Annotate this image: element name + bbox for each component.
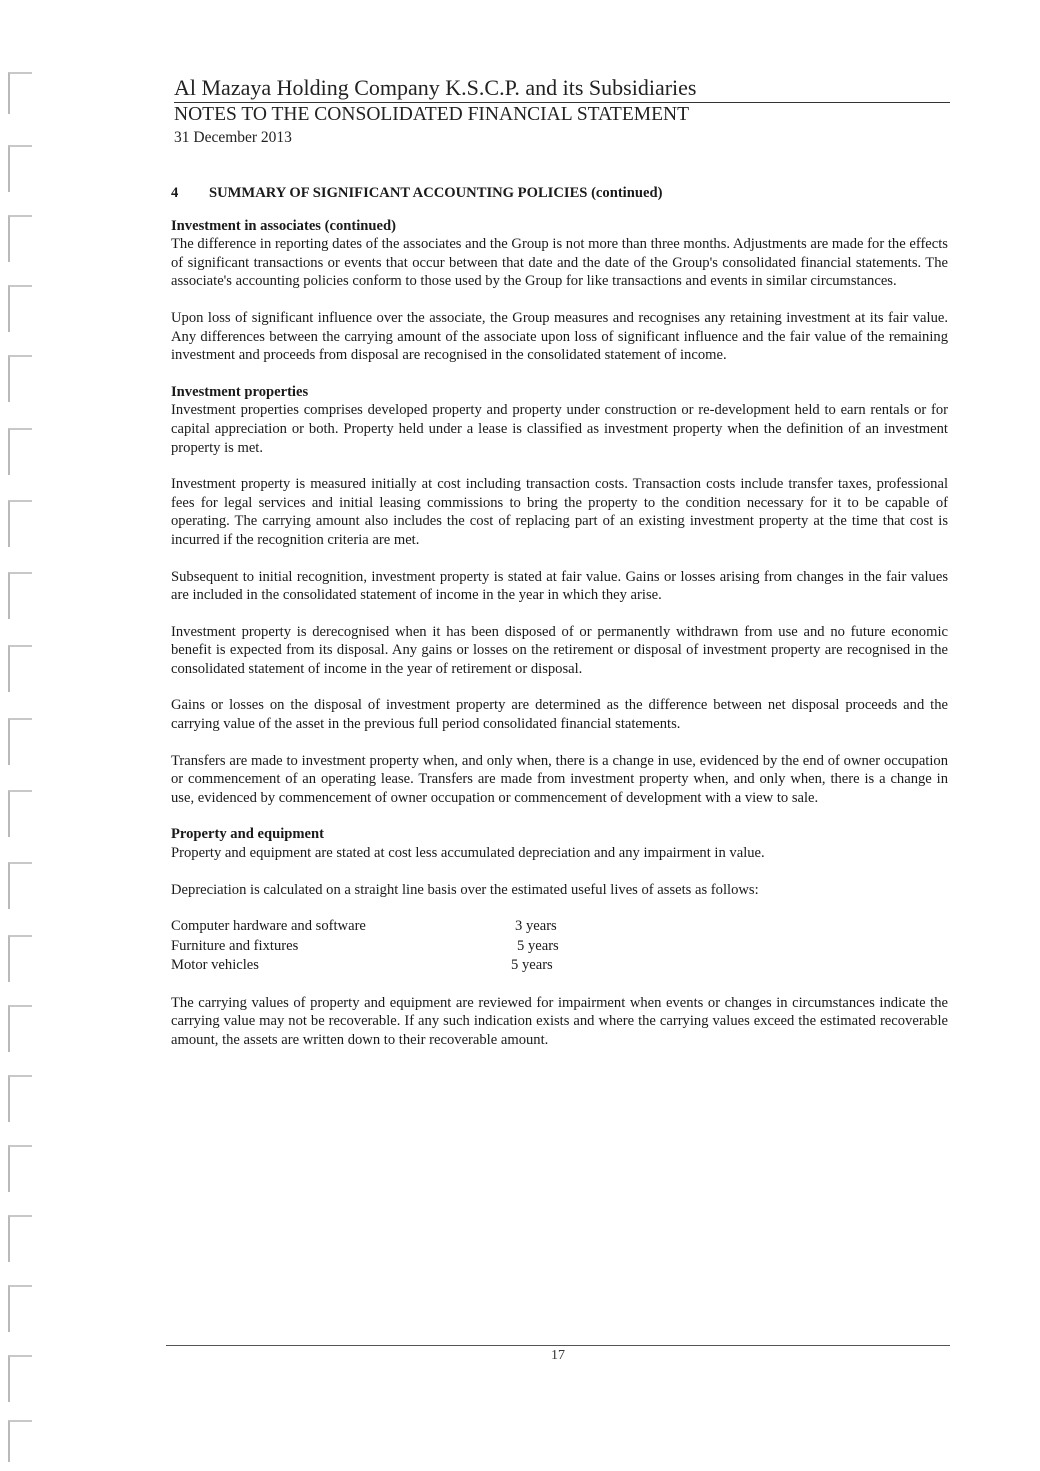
binding-mark (8, 1215, 32, 1262)
binding-mark (8, 790, 32, 837)
page-body (171, 184, 948, 1068)
binding-mark (8, 500, 32, 547)
depreciation-table (171, 917, 948, 976)
page-number: 17 (551, 1348, 565, 1363)
binding-mark (8, 285, 32, 332)
investment-properties-paragraph-1: Investment properties comprises developed property and property under construction or re-development held to earn rentals or for capital appreciation or both. Property held under a lease is classified as investment property when the definition of an investment property is met. (171, 402, 948, 456)
associates-paragraph-2: Upon loss of significant influence over the associate, the Group measures and recognises any retaining investment at its fair value. Any differences between the carrying amount of the associate upon loss of significant influence and the fair value of the remaining investment and proceeds from disposal are recognised in the consolidated statement of income. (171, 309, 948, 364)
binding-mark (8, 645, 32, 692)
binding-mark (8, 935, 32, 982)
page-header (174, 74, 950, 149)
binding-mark (8, 145, 32, 192)
associates-paragraph-1: The difference in reporting dates of the associates and the Group is not more than three months. Adjustments are made for the effects of significant transactions or events that occur between that date and the date of the Group's consolidated financial statements. The associate's accounting policies conform to those used by the Group for like transactions and events in similar circumstances. (171, 236, 948, 290)
investment-properties-paragraph-2: Investment property is measured initially at cost including transaction costs. Transaction costs include transfer taxes, professional fees for legal services and initial leasing commissions to bring the property to the condition necessary for it to be capable of operating. The carrying amount also includes the cost of replacing part of an existing investment property at the time that cost is incurred if the recognition criteria are met. (171, 476, 948, 548)
binding-mark (8, 1145, 32, 1192)
binding-mark (8, 72, 32, 114)
binding-edge (0, 0, 40, 1471)
asset-name: Computer hardware and software (171, 918, 366, 935)
property-equipment-paragraph-2: Depreciation is calculated on a straight line basis over the estimated useful lives of assets as follows: (171, 881, 759, 898)
asset-name: Furniture and fixtures (171, 937, 299, 954)
section-number: 4 (171, 185, 179, 201)
investment-properties-paragraph-4: Investment property is derecognised when it has been disposed of or permanently withdrawn from use and no future economic benefit is expected from its disposal. Any gains or losses on the retirement or disposal of investment property are recognised in the consolidated statement of income in the year of retirement or disposal. (171, 623, 948, 677)
table-row (171, 917, 948, 937)
table-row (171, 956, 948, 976)
table-row (171, 937, 948, 957)
binding-mark (8, 215, 32, 262)
page-footer (166, 1345, 950, 1364)
binding-mark (8, 572, 32, 619)
binding-mark (8, 718, 32, 765)
company-name: Al Mazaya Holding Company K.S.C.P. and its Subsidiaries (174, 75, 697, 100)
footer-rule (166, 1345, 950, 1346)
useful-life: 5 years (511, 957, 553, 974)
investment-properties-paragraph-5: Gains or losses on the disposal of investment property are determined as the difference between net disposal proceeds and the carrying value of the asset in the previous full period consolidated financial statements. (171, 697, 948, 733)
binding-mark (8, 1420, 32, 1462)
binding-mark (8, 428, 32, 475)
binding-mark (8, 1355, 32, 1402)
section-heading (171, 184, 948, 203)
notes-title: NOTES TO THE CONSOLIDATED FINANCIAL STATEMENT (174, 104, 689, 125)
investment-properties-paragraph-6: Transfers are made to investment property when, and only when, there is a change in use, evidenced by the end of owner occupation or commencement of an operating lease. Transfers are made from investment property when, and only when, there is a change in use, evidenced by commencement of owner occupation or commencement of development with a view to sale. (171, 752, 948, 806)
section-title: SUMMARY OF SIGNIFICANT ACCOUNTING POLICIES (continued) (209, 185, 663, 201)
binding-mark (8, 355, 32, 402)
binding-mark (8, 1005, 32, 1052)
investment-properties-paragraph-3: Subsequent to initial recognition, investment property is stated at fair value. Gains or losses arising from changes in the fair values are included in the consolidated statement of income in the year in which they arise. (171, 568, 948, 604)
property-equipment-heading: Property and equipment (171, 826, 324, 843)
asset-name: Motor vehicles (171, 957, 259, 974)
binding-mark (8, 862, 32, 909)
investment-properties-heading: Investment properties (171, 383, 309, 400)
associates-heading: Investment in associates (continued) (171, 217, 396, 234)
statement-date: 31 December 2013 (174, 129, 292, 146)
property-equipment-paragraph-1: Property and equipment are stated at cost less accumulated depreciation and any impairment in value. (171, 845, 765, 862)
useful-life: 5 years (517, 937, 559, 954)
binding-mark (8, 1285, 32, 1332)
binding-mark (8, 1075, 32, 1122)
property-equipment-paragraph-3: The carrying values of property and equipment are reviewed for impairment when events or changes in circumstances indicate the carrying value may not be recoverable. If any such indication exists and where the carrying values exceed the estimated recoverable amount, the assets are written down to their recoverable amount. (171, 994, 948, 1048)
useful-life: 3 years (515, 918, 557, 935)
